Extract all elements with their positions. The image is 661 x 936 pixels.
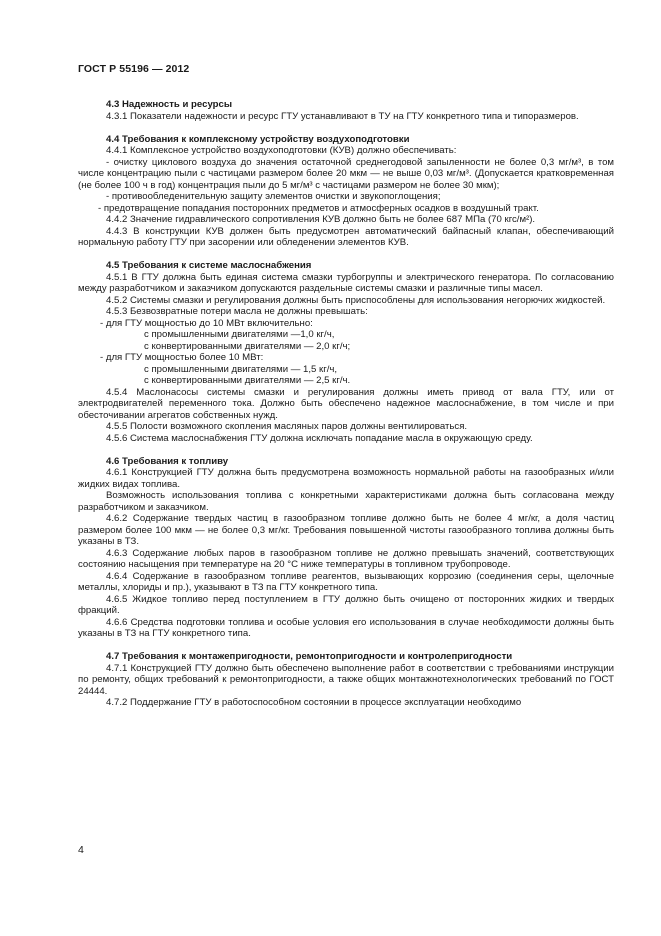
paragraph-4-4-1-b: - противообледенительную защиту элементов очистки и звукопоглощения; (106, 191, 441, 202)
section-4-3-title: 4.3 Надежность и ресурсы (106, 99, 233, 110)
paragraph-4-4-3: 4.4.3 В конструкции КУВ должен быть предусмотрен автоматический байпасный клапан, обеспечивающий нормальную работу ГТУ при засорении или обледенении элементов КУВ. (78, 225, 614, 248)
paragraph-4-5-3-b2: с конвертированными двигателями — 2,5 кг/ч. (144, 375, 351, 386)
paragraph-4-5-3-b: - для ГТУ мощностью более 10 МВт: (100, 352, 264, 363)
section-4-4-title: 4.4 Требования к комплексному устройству воздухоподготовки (106, 133, 410, 145)
paragraph-4-4-2: 4.4.2 Значение гидравлического сопротивления КУВ должно быть не более 687 МПа (70 кгс/м²). (106, 214, 536, 225)
document-body (78, 99, 614, 709)
section-4-6-title: 4.6 Требования к топливу (106, 455, 229, 467)
paragraph-4-5-4: 4.5.4 Маслонасосы системы смазки и регулирования должны иметь привод от вала ГТУ, или от электродвигателей переменного тока. Должно быть обеспечено надежное маслоснабжение, в том числе и при обесточивании агрегатов собственных нужд. (78, 386, 614, 421)
paragraph-4-5-3-a1: с промышленными двигателями —1,0 кг/ч, (144, 329, 335, 340)
paragraph-4-6-1-b: Возможность использования топлива с конкретными характеристиками должна быть согласована между разработчиком и заказчиком. (78, 490, 614, 513)
paragraph-4-4-1: 4.4.1 Комплексное устройство воздухоподготовки (КУВ) должно обеспечивать: (106, 145, 457, 156)
paragraph-4-6-2: 4.6.2 Содержание твердых частиц в газообразном топливе должно быть не более 4 мг/кг, а доля частиц размером более 100 мкм — не более 0,3 мг/кг. Требования повышенной чистоты газообразного топлива должны быть указаны в ТЗ. (78, 513, 614, 547)
paragraph-4-5-2: 4.5.2 Системы смазки и регулирования должны быть приспособлены для использования негорючих жидкостей. (106, 294, 606, 306)
paragraph-4-7-1: 4.7.1 Конструкцией ГТУ должно быть обеспечено выполнение работ в соответствии с требованиями инструкции по ремонту, общих требований к ремонтопригодности, а также общих монтажнотехнологических требований по ГОСТ 24444. (78, 662, 614, 697)
paragraph-4-5-6: 4.5.6 Система маслоснабжения ГТУ должна исключать попадание масла в окружающую среду. (106, 432, 533, 444)
paragraph-4-5-3-b1: с промышленными двигателями — 1,5 кг/ч, (144, 363, 338, 375)
paragraph-4-5-3: 4.5.3 Безвозвратные потери масла не должны превышать: (106, 306, 368, 317)
paragraph-4-6-1: 4.6.1 Конструкцией ГТУ должна быть предусмотрена возможность нормальной работы на газообразных и/или жидких видах топлива. (78, 467, 614, 490)
section-4-7-title: 4.7 Требования к монтажепригодности, ремонтопригодности и контролепригодности (106, 651, 513, 662)
paragraph-4-4-1-a: - очистку циклового воздуха до значения остаточной среднегодовой запыленности не более 0,3 мг/м³, в том числе концентрацию пыли с частицами размером более 20 мкм — не выше 0,03 мг/м³. (Допускается кратковременная (не более 100 ч в год) концентрация пыли до 5 мг/м³ с частицами размером не более 30 мкм); (78, 156, 614, 191)
paragraph-4-4-1-c: - предотвращение попадания посторонних предметов и атмосферных осадков в воздушный тракт. (98, 202, 539, 214)
section-4-5-title: 4.5 Требования к системе маслоснабжения (106, 260, 312, 271)
paragraph-4-3-1: 4.3.1 Показатели надежности и ресурс ГТУ устанавливают в ТУ на ГТУ конкретного типа и типоразмеров. (106, 110, 579, 122)
document-header: ГОСТ Р 55196 — 2012 (78, 63, 190, 75)
paragraph-4-5-3-a2: с конвертированными двигателями — 2,0 кг/ч; (144, 340, 351, 352)
paragraph-4-6-5: 4.6.5 Жидкое топливо перед поступлением в ГТУ должно быть очищено от посторонних жидких и твердых фракций. (78, 593, 614, 616)
paragraph-4-6-4: 4.6.4 Содержание в газообразном топливе реагентов, вызывающих коррозию (соединения серы, щелочные металлы, хлориды и пр.), указывают в ТЗ па ГТУ конкретного типа. (78, 570, 614, 593)
paragraph-4-5-3-a: - для ГТУ мощностью до 10 МВт включительно: (100, 317, 313, 329)
paragraph-4-6-3: 4.6.3 Содержание любых паров в газообразном топливе не должно превышать значений, соответствующих состоянию насыщения при температуре на 20 °С ниже температуры в топливном трубопроводе. (78, 547, 614, 570)
paragraph-4-5-1: 4.5.1 В ГТУ должна быть единая система смазки турбогруппы и электрического генератора. По согласованию между разработчиком и заказчиком допускаются раздельные системы смазки и различные типы масел. (78, 271, 614, 294)
paragraph-4-6-6: 4.6.6 Средства подготовки топлива и особые условия его использования в случае необходимости должны быть указаны в ТЗ на ГТУ конкретного типа. (78, 616, 614, 639)
paragraph-4-5-5: 4.5.5 Полости возможного скопления масляных паров должны вентилироваться. (106, 421, 468, 432)
paragraph-4-7-2: 4.7.2 Поддержание ГТУ в работоспособном состоянии в процессе эксплуатации необходимо (106, 697, 522, 708)
page-number: 4 (78, 844, 84, 856)
